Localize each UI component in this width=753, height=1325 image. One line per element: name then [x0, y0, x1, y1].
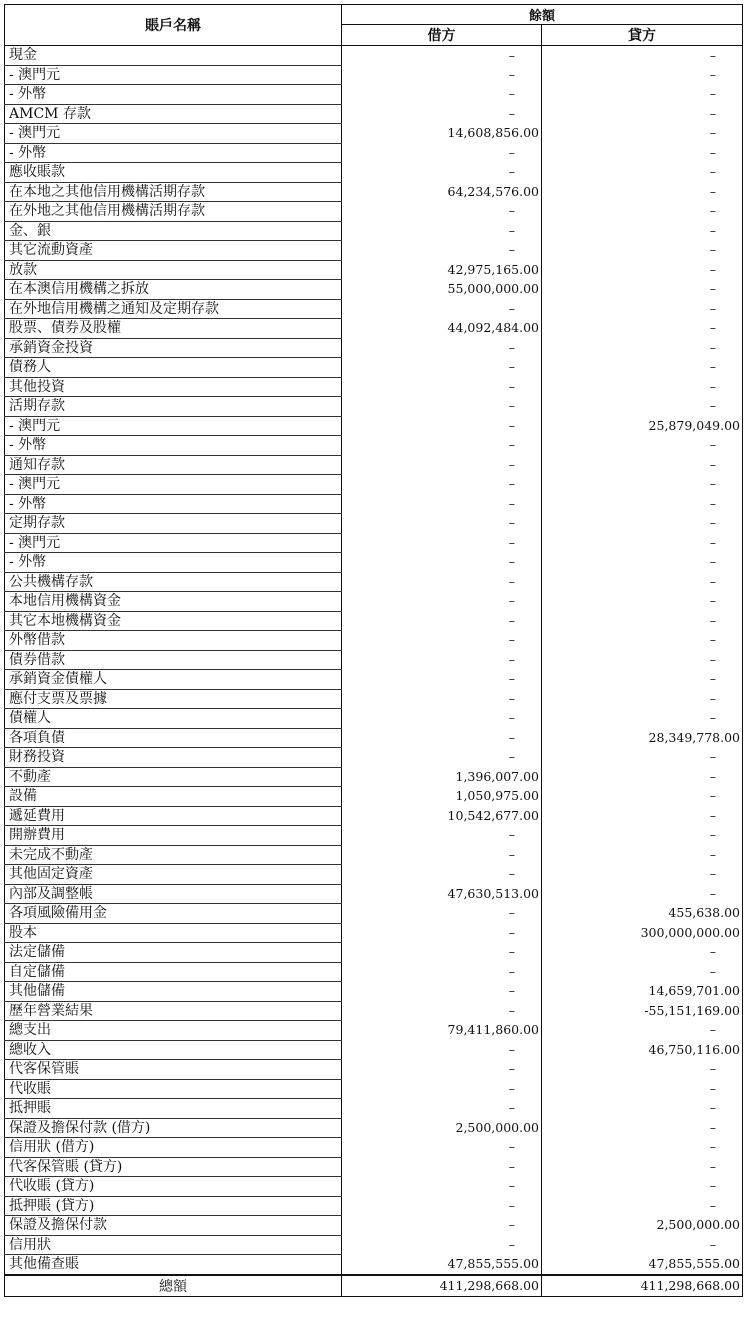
table-row	[5, 1060, 743, 1080]
account-name-cell: 法定儲備	[5, 943, 342, 963]
debit-cell: 42,975,165.00	[342, 260, 542, 280]
credit-cell: –	[542, 221, 743, 241]
table-row	[5, 475, 743, 495]
table-row	[5, 728, 743, 748]
account-name-cell: 不動產	[5, 767, 342, 787]
account-name-cell: 自定儲備	[5, 962, 342, 982]
debit-cell: –	[342, 299, 542, 319]
credit-cell: –	[542, 884, 743, 904]
credit-cell: –	[542, 377, 743, 397]
table-row	[5, 904, 743, 924]
credit-cell: –	[542, 709, 743, 729]
account-name-cell: 總收入	[5, 1040, 342, 1060]
table-row	[5, 631, 743, 651]
credit-cell: –	[542, 1196, 743, 1216]
credit-cell: 2,500,000.00	[542, 1216, 743, 1236]
account-name-cell: 其他投資	[5, 377, 342, 397]
account-name-cell: 未完成不動產	[5, 845, 342, 865]
table-row	[5, 748, 743, 768]
credit-cell: –	[542, 962, 743, 982]
debit-cell: –	[342, 592, 542, 612]
debit-cell: 44,092,484.00	[342, 319, 542, 339]
table-row	[5, 241, 743, 261]
debit-cell: 1,050,975.00	[342, 787, 542, 807]
table-row	[5, 65, 743, 85]
account-name-cell: 現金	[5, 46, 342, 66]
credit-cell: –	[542, 1079, 743, 1099]
account-name-cell: - 澳門元	[5, 416, 342, 436]
credit-cell: –	[542, 1235, 743, 1255]
account-name-cell: 內部及調整帳	[5, 884, 342, 904]
account-name-cell: 本地信用機構資金	[5, 592, 342, 612]
credit-cell: –	[542, 202, 743, 222]
total-row	[5, 1275, 743, 1297]
table-row	[5, 923, 743, 943]
table-row	[5, 455, 743, 475]
debit-cell: –	[342, 338, 542, 358]
table-row	[5, 299, 743, 319]
debit-cell: –	[342, 104, 542, 124]
table-row	[5, 124, 743, 144]
table-row	[5, 221, 743, 241]
credit-cell: –	[542, 767, 743, 787]
credit-cell: –	[542, 494, 743, 514]
debit-cell: –	[342, 455, 542, 475]
account-name-cell: 金、銀	[5, 221, 342, 241]
account-name-cell: 抵押賬	[5, 1099, 342, 1119]
debit-cell: –	[342, 436, 542, 456]
debit-cell: –	[342, 572, 542, 592]
debit-cell: –	[342, 904, 542, 924]
debit-cell: –	[342, 221, 542, 241]
credit-cell: –	[542, 143, 743, 163]
debit-cell: –	[342, 1099, 542, 1119]
debit-cell: –	[342, 1157, 542, 1177]
account-name-cell: 公共機構存款	[5, 572, 342, 592]
debit-cell: –	[342, 1040, 542, 1060]
table-row	[5, 319, 743, 339]
table-row	[5, 1235, 743, 1255]
account-name-cell: 信用狀 (借方)	[5, 1138, 342, 1158]
debit-cell: –	[342, 475, 542, 495]
account-name-header: 賬戶名稱	[5, 5, 342, 46]
table-row	[5, 689, 743, 709]
debit-cell: –	[342, 377, 542, 397]
credit-cell: –	[542, 455, 743, 475]
credit-cell: 14,659,701.00	[542, 982, 743, 1002]
table-row	[5, 553, 743, 573]
account-name-cell: 代收賬	[5, 1079, 342, 1099]
credit-cell: –	[542, 514, 743, 534]
account-name-cell: 定期存款	[5, 514, 342, 534]
credit-cell: –	[542, 182, 743, 202]
debit-cell: –	[342, 982, 542, 1002]
account-name-cell: 歷年營業結果	[5, 1001, 342, 1021]
account-name-cell: 在本澳信用機構之拆放	[5, 280, 342, 300]
debit-cell: –	[342, 241, 542, 261]
credit-cell: –	[542, 533, 743, 553]
debit-cell: –	[342, 650, 542, 670]
table-row	[5, 806, 743, 826]
debit-cell: –	[342, 416, 542, 436]
account-name-cell: 債券借款	[5, 650, 342, 670]
account-name-cell: - 澳門元	[5, 124, 342, 144]
debit-cell: 55,000,000.00	[342, 280, 542, 300]
credit-cell: –	[542, 748, 743, 768]
table-row	[5, 709, 743, 729]
credit-cell: 28,349,778.00	[542, 728, 743, 748]
debit-cell: 64,234,576.00	[342, 182, 542, 202]
table-row	[5, 1040, 743, 1060]
table-row	[5, 436, 743, 456]
credit-cell: –	[542, 46, 743, 66]
debit-cell: –	[342, 514, 542, 534]
debit-cell: –	[342, 943, 542, 963]
credit-cell: –	[542, 1138, 743, 1158]
table-row	[5, 1216, 743, 1236]
account-name-cell: - 外幣	[5, 494, 342, 514]
debit-cell: 47,855,555.00	[342, 1255, 542, 1275]
debit-cell: –	[342, 358, 542, 378]
credit-cell: –	[542, 358, 743, 378]
credit-cell: –	[542, 397, 743, 417]
balance-header: 餘額	[342, 5, 743, 25]
account-name-cell: - 外幣	[5, 85, 342, 105]
credit-cell: –	[542, 1099, 743, 1119]
account-name-cell: 開辦費用	[5, 826, 342, 846]
credit-cell: –	[542, 611, 743, 631]
debit-cell: –	[342, 143, 542, 163]
table-row	[5, 1138, 743, 1158]
table-row	[5, 826, 743, 846]
account-name-cell: - 外幣	[5, 436, 342, 456]
account-name-cell: 各項風險備用金	[5, 904, 342, 924]
debit-cell: –	[342, 1079, 542, 1099]
credit-header: 貸方	[542, 25, 743, 46]
table-row	[5, 1001, 743, 1021]
table-row	[5, 1196, 743, 1216]
debit-cell: –	[342, 533, 542, 553]
table-row	[5, 260, 743, 280]
table-row	[5, 1157, 743, 1177]
account-name-cell: AMCM 存款	[5, 104, 342, 124]
account-name-cell: 其他儲備	[5, 982, 342, 1002]
debit-cell: –	[342, 631, 542, 651]
table-row	[5, 143, 743, 163]
debit-cell: –	[342, 553, 542, 573]
table-row	[5, 1177, 743, 1197]
table-row	[5, 943, 743, 963]
table-row	[5, 280, 743, 300]
debit-cell: 79,411,860.00	[342, 1021, 542, 1041]
debit-cell: –	[342, 494, 542, 514]
account-name-cell: - 澳門元	[5, 533, 342, 553]
debit-cell: –	[342, 65, 542, 85]
debit-cell: –	[342, 1177, 542, 1197]
credit-cell: –	[542, 670, 743, 690]
account-name-cell: 保證及擔保付款	[5, 1216, 342, 1236]
credit-cell: –	[542, 319, 743, 339]
debit-cell: 2,500,000.00	[342, 1118, 542, 1138]
debit-cell: –	[342, 826, 542, 846]
table-row	[5, 1021, 743, 1041]
credit-cell: –	[542, 1021, 743, 1041]
table-row	[5, 1255, 743, 1275]
credit-cell: –	[542, 1060, 743, 1080]
account-name-cell: 股票、債券及股權	[5, 319, 342, 339]
account-name-cell: 在外地之其他信用機構活期存款	[5, 202, 342, 222]
account-name-cell: 通知存款	[5, 455, 342, 475]
account-name-cell: 應收賬款	[5, 163, 342, 183]
table-row	[5, 611, 743, 631]
account-name-cell: 總支出	[5, 1021, 342, 1041]
account-name-cell: 外幣借款	[5, 631, 342, 651]
table-row	[5, 1099, 743, 1119]
credit-cell: 455,638.00	[542, 904, 743, 924]
credit-cell: –	[542, 299, 743, 319]
table-row	[5, 182, 743, 202]
credit-cell: 46,750,116.00	[542, 1040, 743, 1060]
account-name-cell: 承銷資金債權人	[5, 670, 342, 690]
account-name-cell: 各項負債	[5, 728, 342, 748]
credit-cell: –	[542, 806, 743, 826]
account-name-cell: 抵押賬 (貸方)	[5, 1196, 342, 1216]
credit-cell: 300,000,000.00	[542, 923, 743, 943]
table-row	[5, 767, 743, 787]
credit-cell: –	[542, 65, 743, 85]
debit-cell: –	[342, 845, 542, 865]
debit-cell: –	[342, 1235, 542, 1255]
credit-cell: –	[542, 280, 743, 300]
account-name-cell: 債務人	[5, 358, 342, 378]
account-name-cell: 設備	[5, 787, 342, 807]
debit-cell: –	[342, 865, 542, 885]
account-name-cell: 信用狀	[5, 1235, 342, 1255]
credit-cell: –	[542, 631, 743, 651]
debit-cell: –	[342, 728, 542, 748]
debit-cell: –	[342, 85, 542, 105]
credit-cell: –	[542, 85, 743, 105]
total-credit: 411,298,668.00	[542, 1275, 743, 1297]
table-row	[5, 494, 743, 514]
table-row	[5, 377, 743, 397]
debit-cell: 47,630,513.00	[342, 884, 542, 904]
account-name-cell: 代客保管賬 (貸方)	[5, 1157, 342, 1177]
account-name-cell: - 澳門元	[5, 65, 342, 85]
credit-cell: –	[542, 865, 743, 885]
table-row	[5, 865, 743, 885]
table-row	[5, 104, 743, 124]
table-row	[5, 845, 743, 865]
table-row	[5, 46, 743, 66]
debit-cell: –	[342, 1216, 542, 1236]
table-row	[5, 670, 743, 690]
table-row	[5, 85, 743, 105]
credit-cell: –	[542, 124, 743, 144]
credit-cell: –	[542, 1118, 743, 1138]
account-name-cell: 在本地之其他信用機構活期存款	[5, 182, 342, 202]
debit-cell: –	[342, 611, 542, 631]
account-name-cell: 其它流動資產	[5, 241, 342, 261]
account-name-cell: 保證及擔保付款 (借方)	[5, 1118, 342, 1138]
total-debit: 411,298,668.00	[342, 1275, 542, 1297]
table-row	[5, 514, 743, 534]
account-name-cell: 承銷資金投資	[5, 338, 342, 358]
credit-cell: –	[542, 104, 743, 124]
credit-cell: –	[542, 338, 743, 358]
account-name-cell: 股本	[5, 923, 342, 943]
credit-cell: –	[542, 845, 743, 865]
table-row	[5, 533, 743, 553]
debit-header: 借方	[342, 25, 542, 46]
credit-cell: –	[542, 163, 743, 183]
table-row	[5, 416, 743, 436]
credit-cell: –	[542, 553, 743, 573]
credit-cell: –	[542, 689, 743, 709]
table-row	[5, 202, 743, 222]
table-row	[5, 962, 743, 982]
table-row	[5, 787, 743, 807]
account-rows	[5, 46, 743, 1275]
trial-balance-table	[4, 4, 743, 1297]
debit-cell: –	[342, 689, 542, 709]
debit-cell: 10,542,677.00	[342, 806, 542, 826]
account-name-cell: - 澳門元	[5, 475, 342, 495]
credit-cell: –	[542, 1177, 743, 1197]
credit-cell: –	[542, 943, 743, 963]
table-row	[5, 650, 743, 670]
table-row	[5, 982, 743, 1002]
table-row	[5, 397, 743, 417]
account-name-cell: 在外地信用機構之通知及定期存款	[5, 299, 342, 319]
credit-cell: –	[542, 475, 743, 495]
account-name-cell: 其他固定資產	[5, 865, 342, 885]
debit-cell: –	[342, 397, 542, 417]
debit-cell: 1,396,007.00	[342, 767, 542, 787]
account-name-cell: 代客保管賬	[5, 1060, 342, 1080]
debit-cell: –	[342, 46, 542, 66]
account-name-cell: - 外幣	[5, 143, 342, 163]
account-name-cell: 債權人	[5, 709, 342, 729]
credit-cell: –	[542, 572, 743, 592]
credit-cell: –	[542, 436, 743, 456]
account-name-cell: 其它本地機構資金	[5, 611, 342, 631]
table-row	[5, 358, 743, 378]
credit-cell: -55,151,169.00	[542, 1001, 743, 1021]
account-name-cell: 活期存款	[5, 397, 342, 417]
account-name-cell: 放款	[5, 260, 342, 280]
account-name-cell: 代收賬 (貸方)	[5, 1177, 342, 1197]
account-name-cell: 應付支票及票據	[5, 689, 342, 709]
table-row	[5, 163, 743, 183]
debit-cell: –	[342, 923, 542, 943]
debit-cell: –	[342, 709, 542, 729]
credit-cell: –	[542, 650, 743, 670]
credit-cell: –	[542, 260, 743, 280]
table-row	[5, 338, 743, 358]
credit-cell: –	[542, 241, 743, 261]
table-row	[5, 884, 743, 904]
credit-cell: –	[542, 787, 743, 807]
credit-cell: –	[542, 826, 743, 846]
credit-cell: –	[542, 592, 743, 612]
account-name-cell: 其他備查賬	[5, 1255, 342, 1275]
trial-balance-sheet	[4, 4, 743, 1297]
account-name-cell: 財務投資	[5, 748, 342, 768]
debit-cell: –	[342, 670, 542, 690]
total-label: 總額	[5, 1275, 342, 1297]
debit-cell: 14,608,856.00	[342, 124, 542, 144]
table-row	[5, 592, 743, 612]
debit-cell: –	[342, 163, 542, 183]
debit-cell: –	[342, 748, 542, 768]
debit-cell: –	[342, 202, 542, 222]
credit-cell: 47,855,555.00	[542, 1255, 743, 1275]
debit-cell: –	[342, 1001, 542, 1021]
table-row	[5, 572, 743, 592]
credit-cell: –	[542, 1157, 743, 1177]
account-name-cell: 遞延費用	[5, 806, 342, 826]
debit-cell: –	[342, 962, 542, 982]
debit-cell: –	[342, 1138, 542, 1158]
debit-cell: –	[342, 1196, 542, 1216]
account-name-cell: - 外幣	[5, 553, 342, 573]
table-row	[5, 1118, 743, 1138]
credit-cell: 25,879,049.00	[542, 416, 743, 436]
debit-cell: –	[342, 1060, 542, 1080]
table-row	[5, 1079, 743, 1099]
